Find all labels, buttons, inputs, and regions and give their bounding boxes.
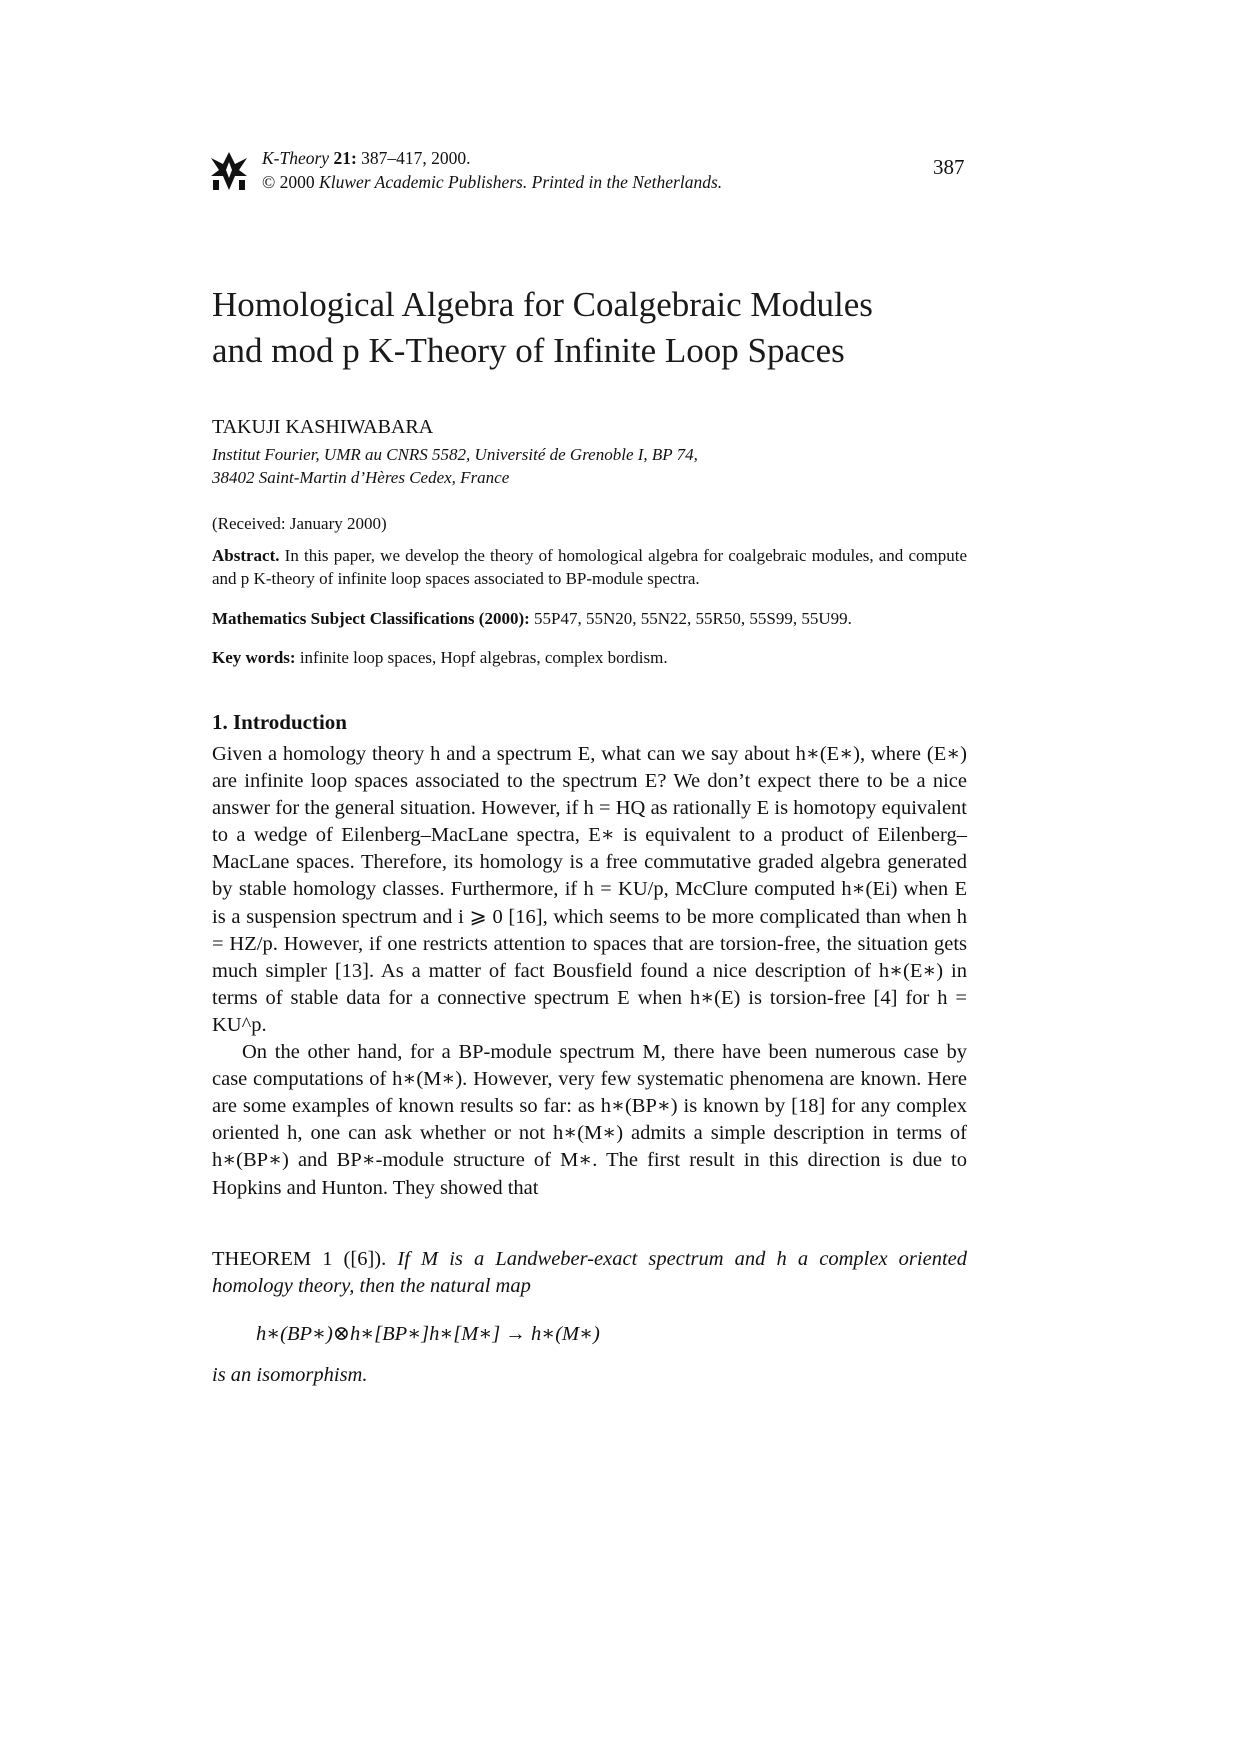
journal-citation bbox=[262, 146, 722, 170]
section-title: Introduction bbox=[233, 710, 347, 734]
paper-title bbox=[212, 282, 873, 374]
title-line-1: Homological Algebra for Coalgebraic Modules bbox=[212, 285, 873, 324]
paragraph-2: On the other hand, for a BP-module spectrum M, there have been numerous case by case computations of h∗(M∗). However, very few systematic phenomena are known. Here are some examples of known results so far: as h∗(BP∗) is known by [18] for any complex oriented h, one can ask whether or not h∗(M∗) admits a simple description in terms of h∗(BP∗) and BP∗-module structure of M∗. The first result in this direction is due to Hopkins and Hunton. They showed that bbox=[212, 1041, 967, 1199]
publisher-logo-icon bbox=[209, 150, 249, 192]
section-number: 1. bbox=[212, 710, 228, 734]
journal-header bbox=[262, 146, 722, 194]
theorem-formula: h∗(BP∗)⊗h∗[BP∗]h∗[M∗] → h∗(M∗) bbox=[256, 1323, 600, 1345]
theorem-conclusion: is an isomorphism. bbox=[212, 1364, 368, 1386]
publisher-name: Kluwer Academic Publishers. bbox=[319, 172, 528, 192]
author-affiliation bbox=[212, 443, 698, 489]
msc-classification bbox=[212, 607, 967, 630]
copyright-year: 2000 bbox=[279, 172, 315, 192]
author-name: TAKUJI KASHIWABARA bbox=[212, 416, 434, 438]
journal-pages-year: 387–417, 2000. bbox=[361, 148, 471, 168]
affiliation-line-2: 38402 Saint-Martin d’Hères Cedex, France bbox=[212, 468, 510, 487]
keywords bbox=[212, 646, 967, 669]
received-date: (Received: January 2000) bbox=[212, 514, 387, 533]
msc-text: 55P47, 55N20, 55N22, 55R50, 55S99, 55U99. bbox=[534, 609, 852, 628]
journal-copyright bbox=[262, 170, 722, 194]
theorem-label: THEOREM 1 ([6]). bbox=[212, 1248, 387, 1270]
printed-location: Printed in the Netherlands. bbox=[531, 172, 723, 192]
msc-label: Mathematics Subject Classifications (2000): bbox=[212, 609, 530, 628]
body-text bbox=[212, 741, 967, 1202]
keywords-text: infinite loop spaces, Hopf algebras, complex bordism. bbox=[299, 648, 668, 667]
journal-volume: 21: bbox=[333, 148, 357, 168]
theorem-1 bbox=[212, 1246, 967, 1300]
abstract-text: In this paper, we develop the theory of homological algebra for coalgebraic modules, and compute and p K-theory of infinite loop spaces associated to BP-module spectra. bbox=[212, 546, 967, 588]
theorem-statement: If M is a Landweber-exact spectrum and h a complex oriented homology theory, then the natural map bbox=[212, 1248, 968, 1297]
keywords-label: Key words: bbox=[212, 648, 296, 667]
affiliation-line-1: Institut Fourier, UMR au CNRS 5582, Université de Grenoble I, BP 74, bbox=[212, 445, 698, 464]
page-number: 387 bbox=[933, 155, 965, 179]
abstract-label: Abstract. bbox=[212, 546, 280, 565]
abstract bbox=[212, 544, 967, 590]
section-heading bbox=[212, 710, 347, 735]
copyright-symbol: © bbox=[262, 172, 276, 192]
title-line-2: and mod p K-Theory of Infinite Loop Spaces bbox=[212, 331, 845, 370]
journal-name: K-Theory bbox=[262, 148, 330, 168]
paragraph-1: Given a homology theory h and a spectrum E, what can we say about h∗(E∗), where (E∗) are infinite loop spaces associated to the spectrum E? We don’t expect there to be a nice answer for the general situation. However, if h = HQ as rationally E is homotopy equivalent to a wedge of Eilenberg–MacLane spectra, E∗ is equivalent to a product of Eilenberg–MacLane spaces. Therefore, its homology is a free commutative graded algebra generated by stable homology classes. Furthermore, if h = KU/p, McClure computed h∗(Ei) when E is a suspension spectrum and i ⩾ 0 [16], which seems to be more complicated than when h = HZ/p. However, if one restricts attention to spaces that are torsion-free, the situation gets much simpler [13]. As a matter of fact Bousfield found a nice description of h∗(E∗) in terms of stable data for a connective spectrum E when h∗(E) is torsion-free [4] for h = KU^p. bbox=[212, 743, 967, 1036]
